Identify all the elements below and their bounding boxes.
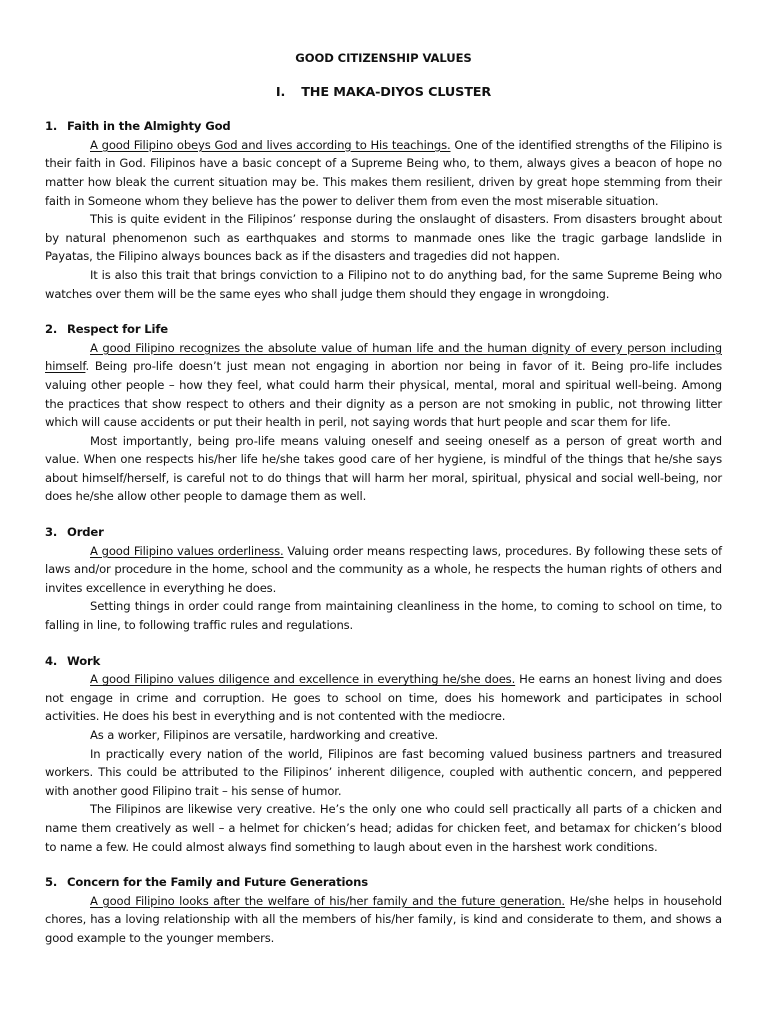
paragraph bbox=[45, 266, 722, 303]
sections-container bbox=[45, 117, 722, 947]
paragraph bbox=[45, 432, 722, 506]
underlined-lead: A good Filipino values diligence and excellence in everything he/she does. bbox=[90, 672, 516, 687]
section-5 bbox=[45, 873, 722, 947]
paragraph bbox=[45, 210, 722, 266]
paragraph bbox=[45, 800, 722, 856]
section-3 bbox=[45, 523, 722, 635]
paragraph bbox=[45, 339, 722, 432]
paragraph-text: Setting things in order could range from maintaining cleanliness in the home, to coming to school on time, to falling in line, to following traffic rules and regulations. bbox=[45, 599, 722, 633]
section-number: 2. bbox=[45, 322, 58, 337]
underlined-lead: A good Filipino obeys God and lives according to His teachings. bbox=[90, 137, 451, 152]
section-heading bbox=[45, 873, 722, 892]
section-heading-text: Concern for the Family and Future Generations bbox=[67, 875, 368, 890]
paragraph bbox=[45, 892, 722, 948]
section-heading-text: Faith in the Almighty God bbox=[67, 119, 231, 134]
underlined-lead: A good Filipino values orderliness. bbox=[90, 543, 284, 558]
paragraph bbox=[45, 597, 722, 634]
paragraph-text: . Being pro-life doesn’t just mean not engaging in abortion nor being in favor of it. Being pro-life includes valuing other people – how they feel, what could harm their physical, mental, moral and spiritual well-being. Among the practices that show respect to others and their dignity as a person are not smoking in public, not throwing litter which will cause accidents or put their health in peril, not saying words that hurt people and scar them for life. bbox=[45, 359, 722, 430]
paragraph-text: It is also this trait that brings conviction to a Filipino not to do anything bad, for the same Supreme Being who watches over them will be the same eyes who shall judge them should they engage in wrongdoing. bbox=[45, 267, 722, 301]
section-heading-text: Respect for Life bbox=[67, 322, 168, 337]
paragraph-text: This is quite evident in the Filipinos’ response during the onslaught of disasters. From disasters brought about by natural phenomenon such as earthquakes and storms to manmade ones like the tragic garbage landslide in Payatas, the Filipino always bounces back as if the disasters and tragedies did not happen. bbox=[45, 212, 722, 264]
section-number: 1. bbox=[45, 119, 58, 134]
document-title: GOOD CITIZENSHIP VALUES bbox=[295, 51, 472, 65]
cluster-title: THE MAKA-DIYOS CLUSTER bbox=[301, 84, 492, 100]
paragraph-text: Valuing order means respecting laws, procedures. By following these sets of laws and/or procedure in the home, school and the community as a whole, he respects the human rights of others and invites excellence in everything he does. bbox=[45, 543, 722, 595]
section-heading-text: Work bbox=[67, 653, 101, 668]
paragraph-text: In practically every nation of the world, Filipinos are fast becoming valued business partners and treasured workers. This could be attributed to the Filipinos’ inherent diligence, coupled with authentic concern, and peppered with another good Filipino trait – his sense of humor. bbox=[45, 746, 722, 798]
section-heading-text: Order bbox=[67, 525, 104, 540]
paragraph bbox=[45, 136, 722, 210]
section-number: 5. bbox=[45, 875, 58, 890]
section-heading bbox=[45, 320, 722, 339]
section-4 bbox=[45, 652, 722, 857]
underlined-lead: A good Filipino recognizes the absolute value of human life and the human dignity of every person including himself bbox=[45, 340, 722, 374]
paragraph-text: He earns an honest living and does not engage in crime and corruption. He goes to school on time, does his homework and participates in school activities. He does his best in everything and is not contented with the mediocre. bbox=[45, 672, 722, 724]
section-1 bbox=[45, 117, 722, 303]
paragraph bbox=[45, 542, 722, 598]
paragraph-text: Most importantly, being pro-life means valuing oneself and seeing oneself as a person of great worth and value. When one respects his/her life he/she takes good care of her hygiene, is mindful of the things that he/she says about himself/herself, is careful not to do things that will harm her moral, spiritual, physical and social well-being, nor does he/she allow other people to damage them as well. bbox=[45, 433, 722, 504]
paragraph-text: As a worker, Filipinos are versatile, hardworking and creative. bbox=[90, 728, 439, 742]
section-heading bbox=[45, 117, 722, 136]
paragraph-text: One of the identified strengths of the Filipino is their faith in God. Filipinos have a basic concept of a Supreme Being who, to them, always gives a beacon of hope no matter how bleak the current situation may be. This makes them resilient, driven by great hope stemming from their faith in Someone whom they believe has the power to deliver them from even the most miserable situation. bbox=[45, 137, 722, 208]
section-heading bbox=[45, 523, 722, 542]
paragraph-text: The Filipinos are likewise very creative. He’s the only one who could sell practically all parts of a chicken and name them creatively as well – a helmet for chicken’s head; adidas for chicken feet, and betamax for chicken’s blood to name a few. He could almost always find something to laugh about even in the harshest work conditions. bbox=[45, 802, 722, 854]
section-2 bbox=[45, 320, 722, 506]
paragraph bbox=[45, 670, 722, 726]
section-number: 3. bbox=[45, 525, 58, 540]
cluster-heading bbox=[45, 84, 722, 103]
underlined-lead: A good Filipino looks after the welfare of his/her family and the future generation. bbox=[90, 893, 565, 908]
paragraph bbox=[45, 726, 722, 745]
section-number: 4. bbox=[45, 653, 58, 668]
section-heading bbox=[45, 652, 722, 671]
cluster-number: I. bbox=[275, 84, 286, 100]
paragraph bbox=[45, 745, 722, 801]
paragraph-text: He/she helps in household chores, has a loving relationship with all the members of his/her family, is kind and considerate to them, and shows a good example to the younger members. bbox=[45, 893, 722, 945]
